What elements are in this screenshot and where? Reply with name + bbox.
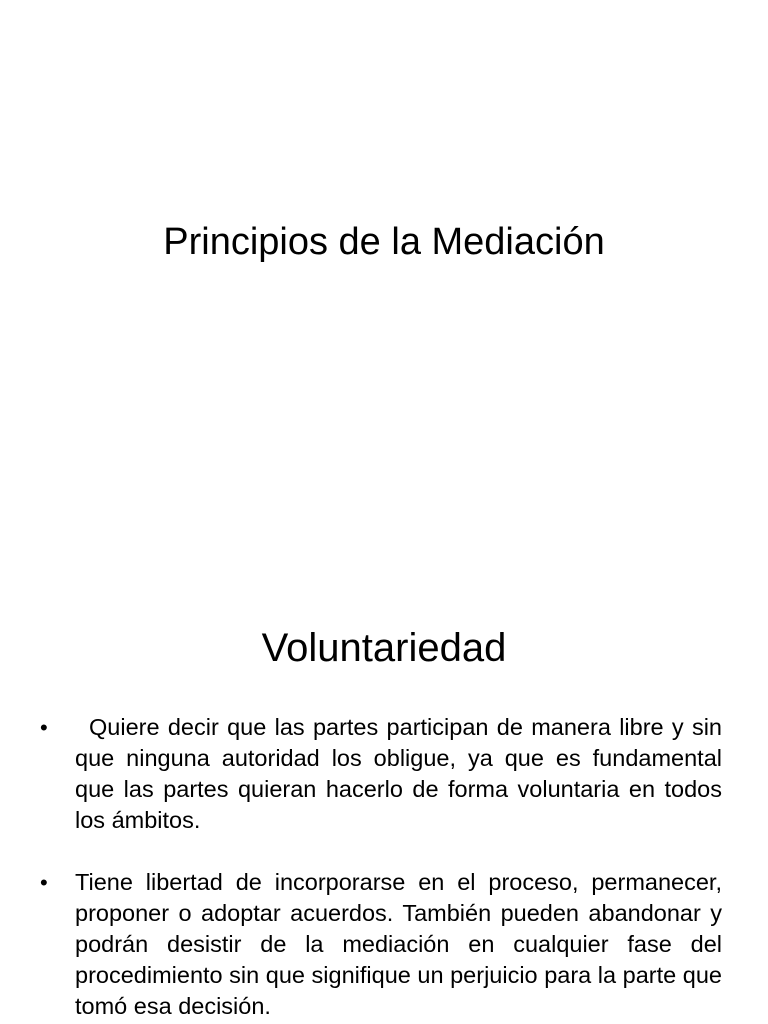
bullet-text: Tiene libertad de incorporarse en el proceso, permanecer, proponer o adoptar acuerdos. También pueden abandonar y podrán desistir de la mediación en cualquier fase del procedimiento sin que signifique un perjuicio para la parte que tomó esa decisión.	[75, 869, 722, 1019]
bullet-item	[0, 712, 768, 836]
bullet-list	[0, 712, 768, 1024]
bullet-item	[0, 867, 768, 1022]
slide-title-heading: Principios de la Mediación	[163, 221, 605, 263]
bullet-dot-icon: •	[40, 715, 48, 740]
bullet-text: Quiere decir que las partes participan de manera libre y sin que ninguna autoridad los obligue, ya que es fundamental que las partes quieran hacerlo de forma voluntaria en todos los ámbitos.	[75, 714, 722, 833]
bullet-dot-icon: •	[40, 870, 48, 895]
slide-heading: Voluntariedad	[261, 626, 507, 670]
slide-voluntariedad	[0, 576, 768, 1024]
